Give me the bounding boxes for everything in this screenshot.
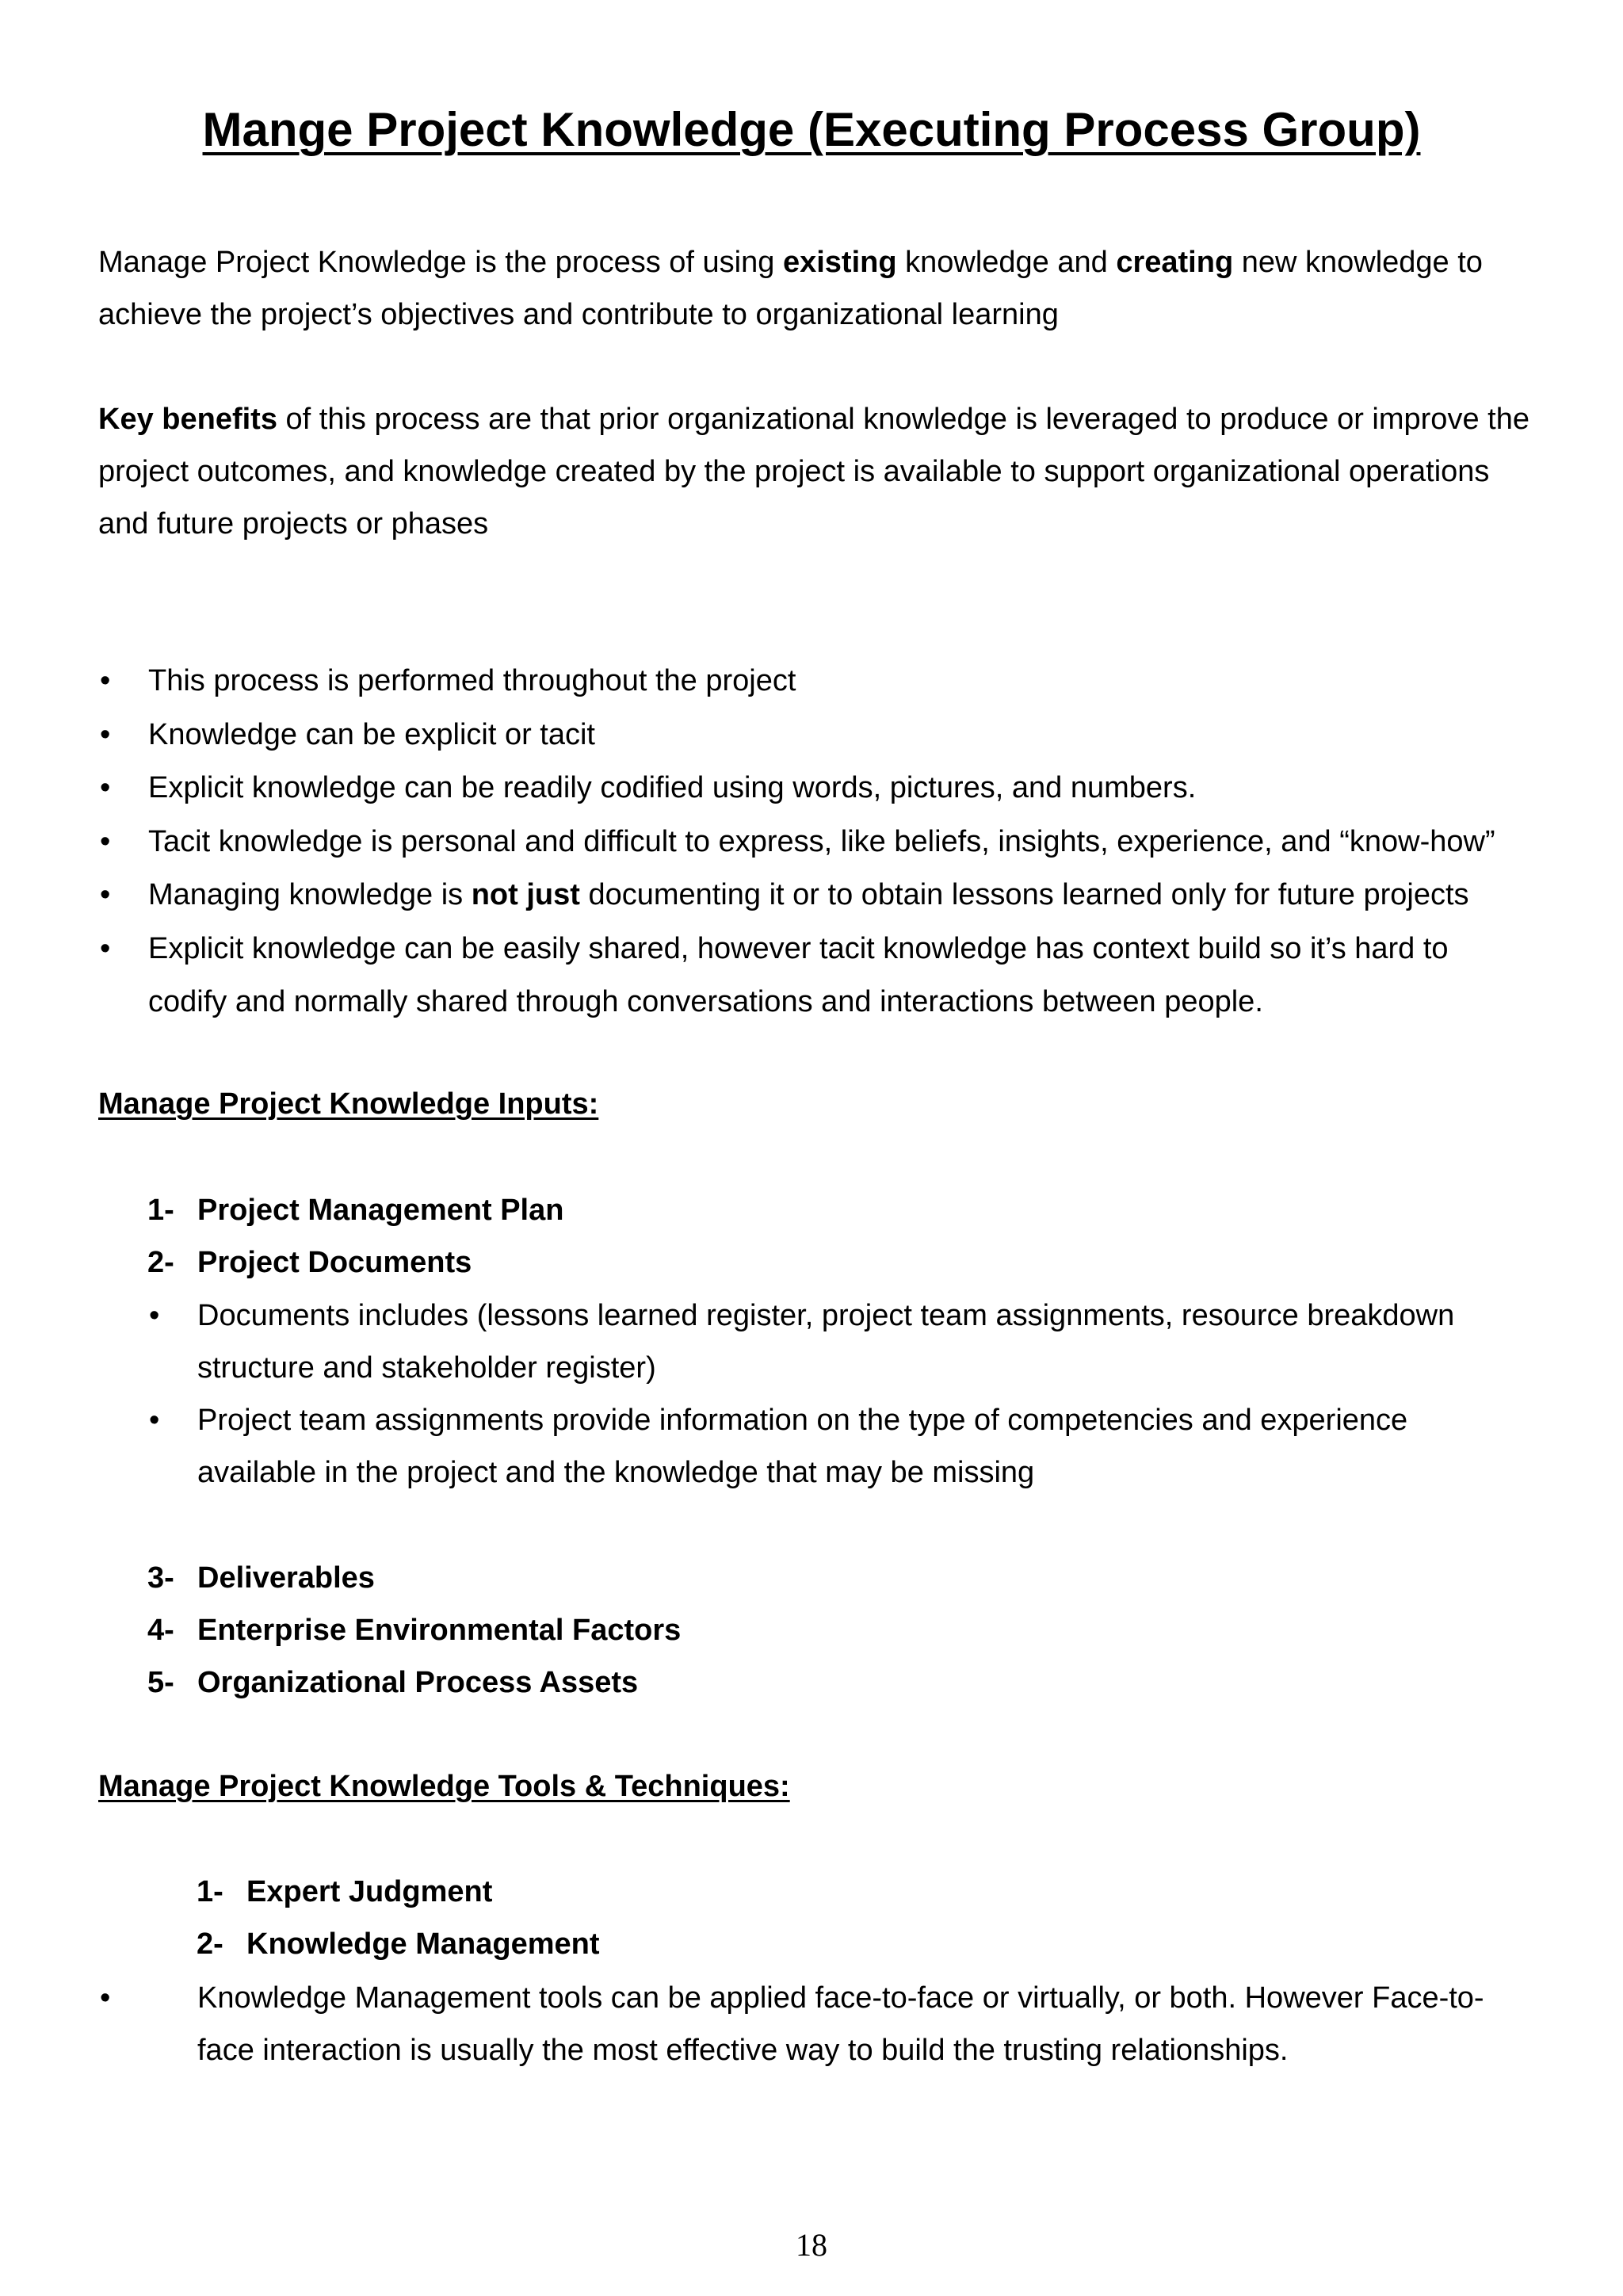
input-item: [147, 1184, 563, 1236]
benefits-line-2: project outcomes, and knowledge created by the project is available to support organizational operations: [98, 455, 1490, 488]
inputs-list-b: [147, 1552, 681, 1709]
list-item-text: structure and stakeholder register): [197, 1351, 656, 1385]
intro-line-2: achieve the project’s objectives and contribute to organizational learning: [98, 298, 1059, 331]
inputs-notes: [147, 1289, 1454, 1499]
input-item: [147, 1236, 563, 1289]
bullet-icon: •: [100, 824, 111, 858]
intro-text: new knowledge to: [1233, 246, 1483, 279]
list-item-text: documenting it or to obtain lessons learned only for future projects: [579, 878, 1469, 911]
list-item: [98, 1972, 1484, 2076]
tools-notes: [100, 1972, 1484, 2076]
list-item-text: Explicit knowledge can be readily codified using words, pictures, and numbers.: [148, 771, 1197, 804]
item-label: Project Documents: [197, 1246, 472, 1279]
page-title: Mange Project Knowledge (Executing Process Group): [202, 103, 1421, 156]
benefits-text: of this process are that prior organizational knowledge is leveraged to produce or improve the: [277, 403, 1529, 436]
bullet-icon: •: [149, 1404, 160, 1437]
intro-text: Manage Project Knowledge is the process of using: [98, 246, 783, 279]
item-number: 5-: [147, 1666, 174, 1699]
bullet-icon: •: [100, 717, 111, 751]
list-item: [98, 816, 1556, 869]
list-item-text: Documents includes (lessons learned register, project team assignments, resource breakdown: [197, 1299, 1455, 1332]
item-number: 3-: [147, 1561, 174, 1595]
list-item-text: codify and normally shared through conversations and interactions between people.: [148, 985, 1263, 1018]
bullet-icon: •: [100, 878, 111, 911]
item-label: Expert Judgment: [246, 1875, 493, 1908]
list-item: [98, 655, 1556, 709]
list-item-text: Project team assignments provide information on the type of competencies and experience: [197, 1404, 1408, 1437]
tool-item: [197, 1918, 600, 1970]
page-number: 18: [796, 2227, 827, 2263]
list-item: [147, 1394, 1454, 1499]
inputs-list-a: [147, 1184, 563, 1289]
list-item-text: This process is performed throughout the project: [148, 664, 796, 697]
benefits-paragraph: [98, 393, 1549, 550]
intro-bold-existing: existing: [782, 246, 897, 279]
input-item: [147, 1656, 681, 1709]
item-label: Project Management Plan: [197, 1194, 564, 1227]
benefits-line-1: [98, 393, 1549, 445]
tools-list: [197, 1866, 600, 1970]
inputs-heading: Manage Project Knowledge Inputs:: [98, 1087, 599, 1121]
list-item-text: Knowledge Management tools can be applied face-to-face or virtually, or both. However Face-to-: [197, 1981, 1484, 2015]
list-item: [98, 869, 1556, 923]
bullet-list: [98, 655, 1556, 1030]
tools-heading: Manage Project Knowledge Tools & Techniques:: [98, 1770, 790, 1803]
item-number: 4-: [147, 1614, 174, 1647]
tool-item: [197, 1866, 600, 1918]
intro-bold-creating: creating: [1116, 246, 1234, 279]
list-item-text: face interaction is usually the most effective way to build the trusting relationships.: [197, 2034, 1289, 2067]
bullet-icon: •: [100, 664, 111, 697]
intro-line-1: [98, 236, 1549, 288]
list-item: [147, 1289, 1454, 1394]
item-number: 2-: [197, 1927, 223, 1961]
list-item-bold: not just: [471, 878, 580, 911]
benefits-bold-label: Key benefits: [98, 403, 277, 436]
list-item-text: Explicit knowledge can be easily shared, however tacit knowledge has context build so it’s hard to: [148, 931, 1449, 965]
list-item-text: available in the project and the knowledge that may be missing: [197, 1456, 1035, 1489]
bullet-icon: •: [100, 1981, 111, 2015]
item-label: Deliverables: [197, 1561, 375, 1595]
item-number: 1-: [197, 1875, 223, 1908]
bullet-icon: •: [100, 771, 111, 804]
input-item: [147, 1604, 681, 1656]
input-item: [147, 1552, 681, 1604]
intro-text: knowledge and: [896, 246, 1117, 279]
bullet-icon: •: [149, 1299, 160, 1332]
item-number: 2-: [147, 1246, 174, 1279]
benefits-line-3: and future projects or phases: [98, 507, 489, 541]
item-label: Organizational Process Assets: [197, 1666, 639, 1699]
item-label: Knowledge Management: [246, 1927, 600, 1961]
list-item: [98, 709, 1556, 762]
intro-paragraph: [98, 236, 1549, 341]
item-number: 1-: [147, 1194, 174, 1227]
list-item-text: Knowledge can be explicit or tacit: [148, 717, 595, 751]
bullet-icon: •: [100, 931, 111, 965]
list-item: [98, 762, 1556, 816]
item-label: Enterprise Environmental Factors: [197, 1614, 682, 1647]
list-item-text: Tacit knowledge is personal and difficult to express, like beliefs, insights, experience, and “know-how”: [148, 824, 1495, 858]
list-item: [98, 923, 1556, 1030]
list-item-text: Managing knowledge is: [148, 878, 472, 911]
